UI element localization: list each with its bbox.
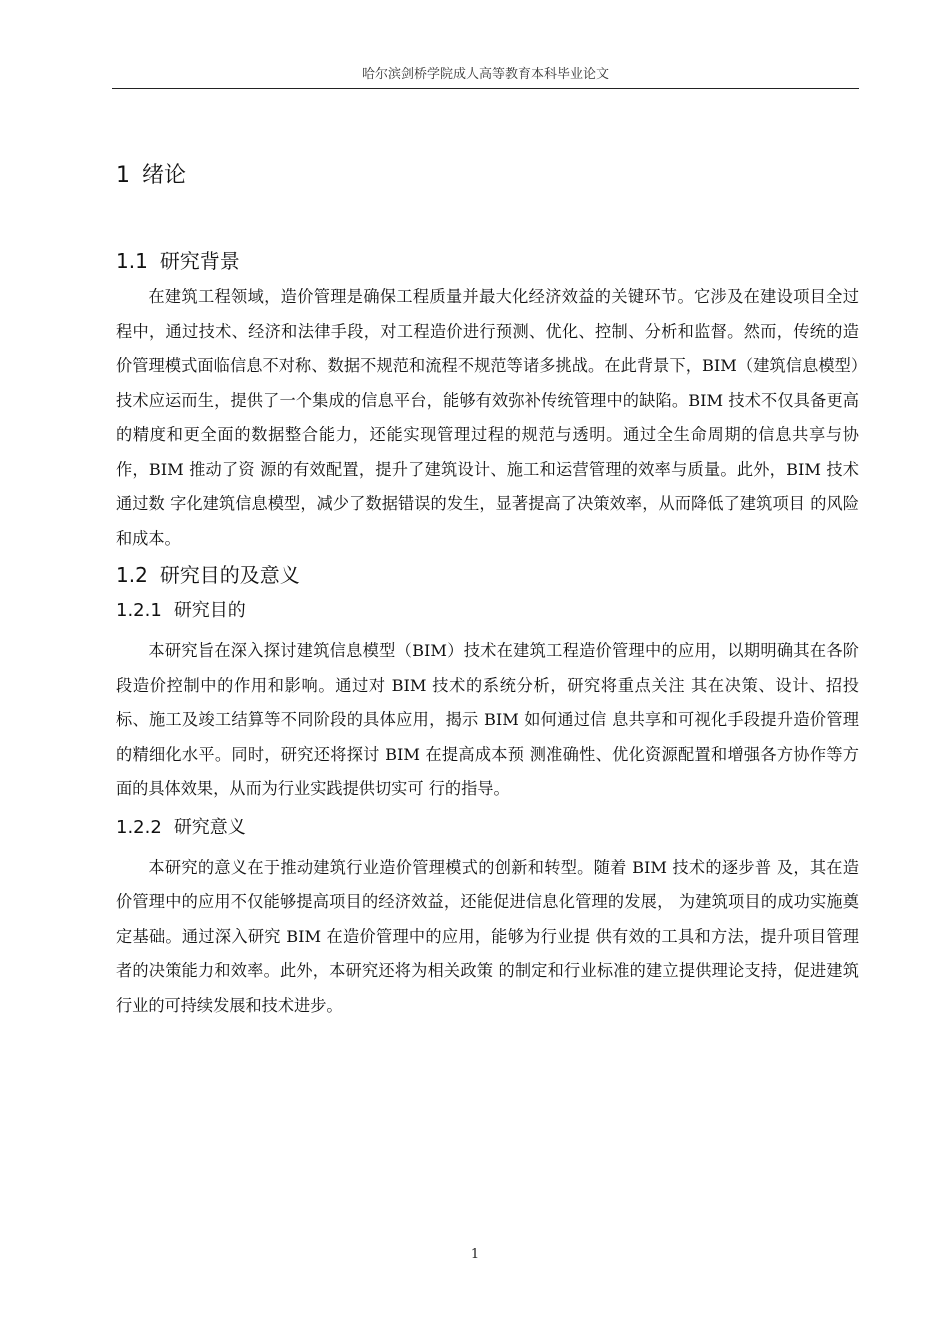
- section-title: 研究背景: [159, 249, 240, 273]
- section-heading-1-2: [116, 560, 859, 590]
- section-heading-1-1: [116, 246, 859, 276]
- paragraph-purpose: 本研究旨在深入探讨建筑信息模型（BIM）技术在建筑工程造价管理中的应用，以期明确其在各阶段造价控制中的作用和影响。通过对 BIM 技术的系统分析，研究将重点关注 其在决策、设计、招投标、施工及竣工结算等不同阶段的具体应用，揭示 BIM 如何通过信 息共享和可视化手段提升造价管理的精细化水平。同时，研究还将探讨 BIM 在提高成本预 测准确性、优化资源配置和增强各方协作等方面的具体效果，从而为行业实践提供切实可 行的指导。: [116, 641, 859, 798]
- paragraph-background: 在建筑工程领域，造价管理是确保工程质量并最大化经济效益的关键环节。它涉及在建设项目全过程中，通过技术、经济和法律手段，对工程造价进行预测、优化、控制、分析和监督。然而，传统的造价管理模式面临信息不对称、数据不规范和流程不规范等诸多挑战。在此背景下，BIM（建筑信息模型）技术应运而生，提供了一个集成的信息平台，能够有效弥补传统管理中的缺陷。BIM 技术不仅具备更高的精度和更全面的数据整合能力，还能实现管理过程的规范与透明。通过全生命周期的信息共享与协作，BIM 推动了资 源的有效配置，提升了建筑设计、施工和运营管理的效率与质量。此外，BIM 技术通过数 字化建筑信息模型，减少了数据错误的发生，显著提高了决策效率，从而降低了建筑项目 的风险和成本。: [116, 287, 859, 548]
- subsection-number: 1.2.1: [116, 600, 162, 621]
- subsection-heading-1-2-2: [116, 813, 859, 843]
- document-body: [116, 160, 859, 1023]
- page-header: [112, 64, 859, 89]
- header-title: 哈尔滨剑桥学院成人高等教育本科毕业论文: [361, 67, 609, 82]
- paragraph-significance: 本研究的意义在于推动建筑行业造价管理模式的创新和转型。随着 BIM 技术的逐步普 及，其在造价管理中的应用不仅能够提高项目的经济效益，还能促进信息化管理的发展， 为建筑项目的成功实施奠定基础。通过深入研究 BIM 在造价管理中的应用，能够为行业提 供有效的工具和方法，提升项目管理者的决策能力和效率。此外，本研究还将为相关政策 的制定和行业标准的建立提供理论支持，促进建筑行业的可持续发展和技术进步。: [116, 857, 859, 1015]
- section-title: 研究目的及意义: [159, 563, 300, 587]
- section-number: 1.2: [116, 563, 148, 587]
- subsection-title: 研究目的: [173, 600, 246, 621]
- chapter-number: 1: [116, 163, 130, 188]
- chapter-heading: [116, 160, 859, 192]
- subsection-number: 1.2.2: [116, 816, 162, 838]
- page-number: 1: [470, 1247, 480, 1262]
- chapter-title: 绪论: [142, 163, 187, 188]
- section-number: 1.1: [116, 249, 148, 273]
- subsection-title: 研究意义: [173, 816, 246, 838]
- subsection-heading-1-2-1: [116, 596, 859, 626]
